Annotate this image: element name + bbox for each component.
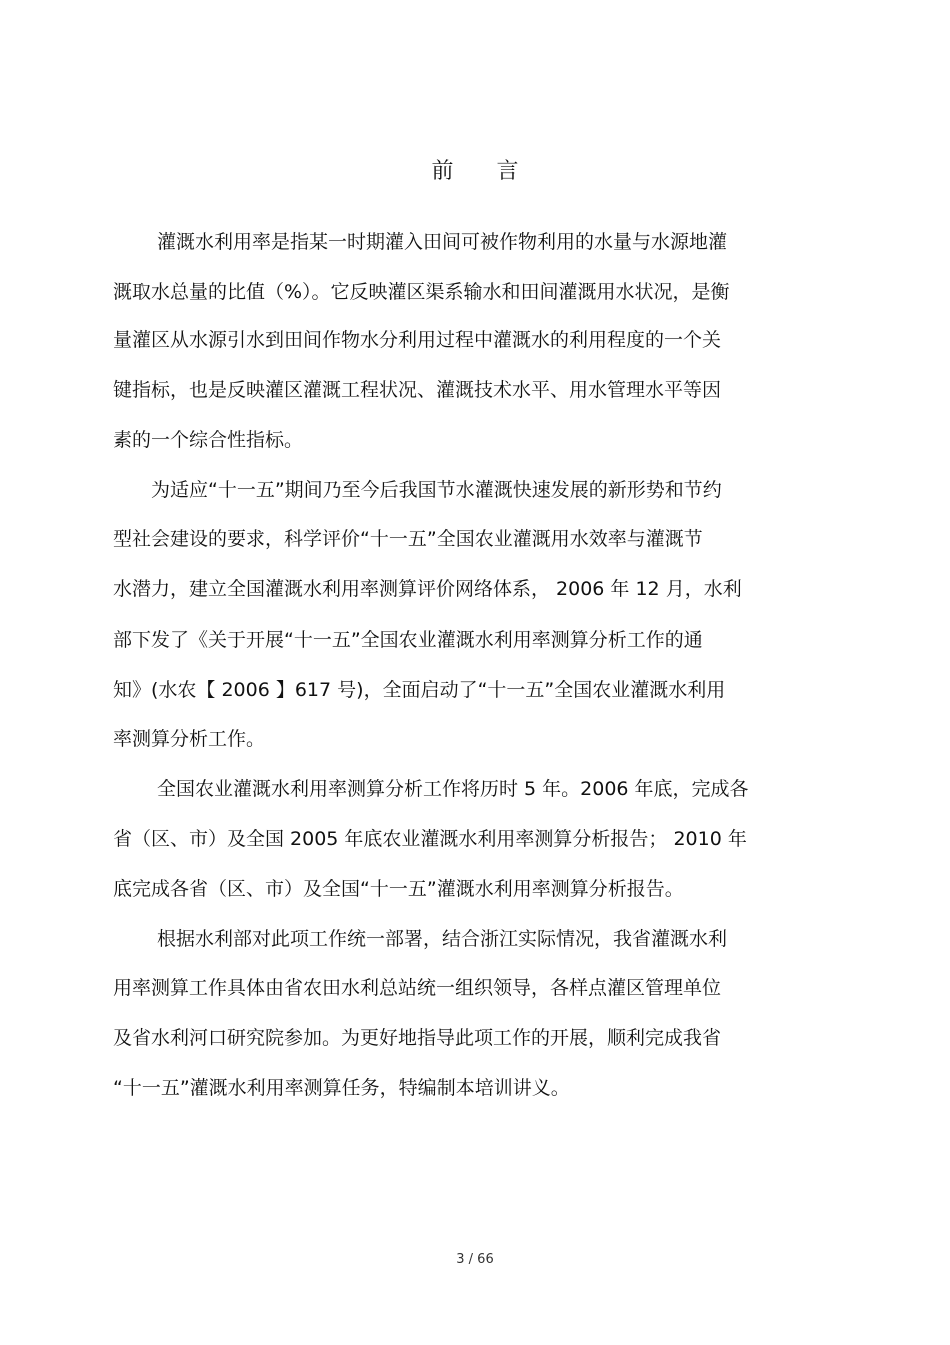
text-line: 根据水利部对此项工作统一部署，结合浙江实际情况，我省灌溉水利 [157,928,728,950]
text-line: 用率测算工作具体由省农田水利总站统一组织领导，各样点灌区管理单位 [113,977,722,999]
text-line: 水潜力，建立全国灌溉水利用率测算评价网络体系， 2006 年 12 月，水利 [113,578,742,600]
text-line: 部下发了《关于开展“十一五”全国农业灌溉水利用率测算分析工作的通 [113,629,703,651]
text-line: “十一五”灌溉水利用率测算任务，特编制本培训讲义。 [113,1077,570,1099]
page-title: 前 言 [431,159,537,184]
text-line: 率测算分析工作。 [113,728,266,750]
text-line: 及省水利河口研究院参加。为更好地指导此项工作的开展，顺利完成我省 [113,1027,722,1049]
text-line: 省（区、市）及全国 2005 年底农业灌溉水利用率测算分析报告； 2010 年 [113,828,747,850]
text-line: 全国农业灌溉水利用率测算分析工作将历时 5 年。2006 年底，完成各 [157,778,749,800]
text-line: 溉取水总量的比值（%）。它反映灌区渠系输水和田间灌溉用水状况，是衡 [113,281,730,303]
text-line: 素的一个综合性指标。 [113,429,304,451]
text-line: 为适应“十一五”期间乃至今后我国节水灌溉快速发展的新形势和节约 [151,479,722,501]
page-number: 3 / 66 [456,1252,494,1267]
text-line: 知》(水农【 2006 】617 号)，全面启动了“十一五”全国农业灌溉水利用 [113,679,726,701]
text-line: 底完成各省（区、市）及全国“十一五”灌溉水利用率测算分析报告。 [113,878,684,900]
text-line: 量灌区从水源引水到田间作物水分利用过程中灌溉水的利用程度的一个关 [113,329,722,351]
text-line: 键指标，也是反映灌区灌溉工程状况、灌溉技术水平、用水管理水平等因 [113,379,722,401]
text-line: 灌溉水利用率是指某一时期灌入田间可被作物利用的水量与水源地灌 [157,231,728,253]
text-line: 型社会建设的要求，科学评价“十一五”全国农业灌溉用水效率与灌溉节 [113,528,703,550]
